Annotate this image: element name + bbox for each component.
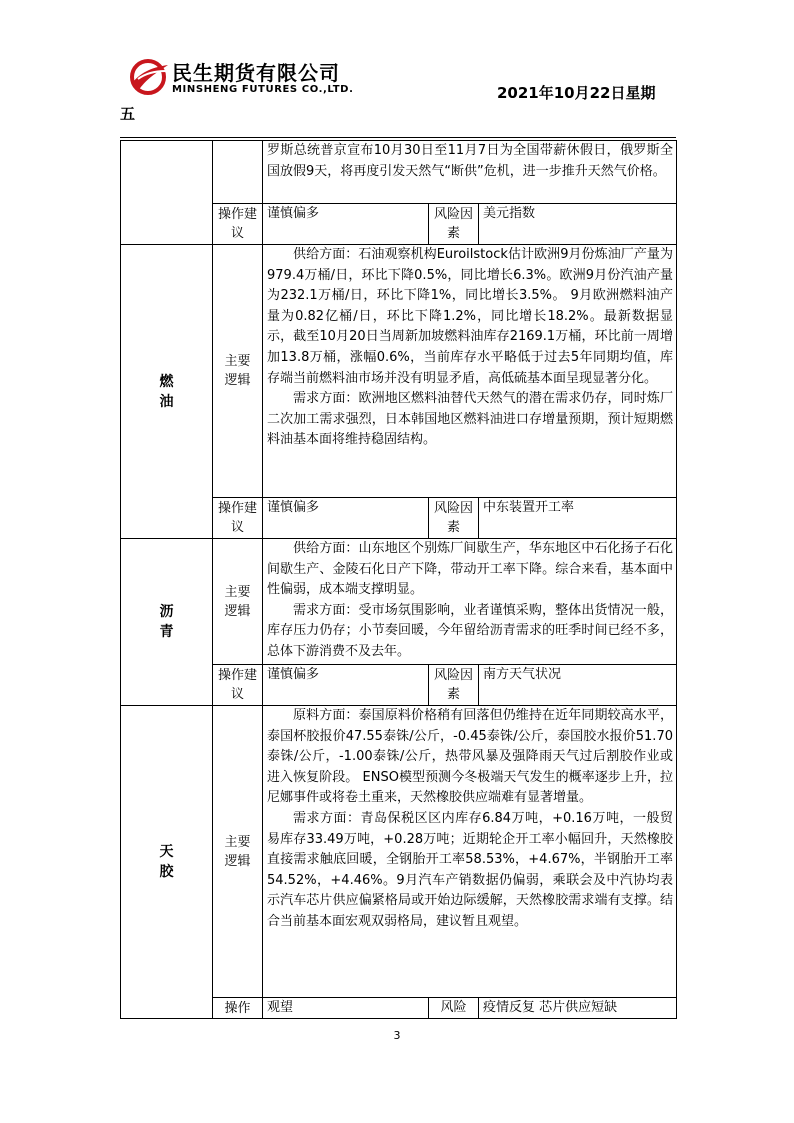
company-name-en: MINSHENG FUTURES CO.,LTD. [172,84,354,95]
fuel-logic-label: 主要逻辑 [213,245,263,498]
gas-logic-cell [263,141,677,204]
rubber-demand-paragraph: 需求方面：青岛保税区区内库存6.84万吨，+0.16万吨，一般贸易库存33.49万吨，+0.28万吨；近期轮企开工率小幅回升，天然橡胶直接需求触底回暖，全钢胎开工率58.53%，+4.67%，半钢胎开工率54.52%，+4.46%。9月汽车产销数据仍偏弱，乘联会及中汽协均表示汽车芯片供应偏紧格局或开始边际缓解，天然橡胶需求端有支撑。结合当前基本面宏观双弱格局，建议暂且观望。 [267,810,673,929]
fuel-operation-value: 谨慎偏多 [263,498,429,539]
page-number: 3 [393,1029,401,1042]
fuel-logic-row [121,245,677,498]
header-divider [120,137,676,138]
rubber-operation-value: 观望 [263,998,429,1019]
report-date: 2021年10月22日星期 [497,84,656,102]
asphalt-logic-row [121,539,677,665]
gas-sub-cell [213,141,263,204]
report-date-weekday: 五 [120,105,136,123]
fuel-demand-paragraph: 需求方面：欧洲地区燃料油替代天然气的潜在需求仍存，同时炼厂二次加工需求强烈，日本韩国地区燃料油进口存增量预期，预计短期燃料油基本面将维持稳固结构。 [267,391,673,448]
fuel-supply-paragraph: 供给方面：石油观察机构Euroilstock估计欧洲9月份炼油厂产量为979.4万桶/日，环比下降0.5%，同比增长6.3%。欧洲9月份汽油产量为232.1万桶/日，环比下降1%，同比增长3.5%。 9月欧洲燃料油产量为0.82亿桶/日，环比下降1.2%，同比增长18.2%。最新数据显示，截至10月20日当周新加坡燃料油库存2169.1万桶，环比前一周增加13.8万桶，涨幅0.6%，当前库存水平略低于过去5年同期均值，库存端当前燃料油市场并没有明显矛盾，高低硫基本面呈现显著分化。 [267,247,673,386]
commodity-table [120,140,677,1019]
fuel-risk-label: 风险因素 [429,498,479,539]
gas-risk-value: 美元指数 [479,204,677,245]
asphalt-supply-paragraph: 供给方面：山东地区个别炼厂间歇生产，华东地区中石化扬子石化间歇生产、金陵石化日产下降，带动开工率下降。综合来看，基本面中性偏弱，成本端支撑明显。 [267,541,673,598]
rubber-raw-material-paragraph: 原料方面：泰国原料价格稍有回落但仍维持在近年同期较高水平，泰国杯胶报价47.55泰铢/公斤，-0.45泰铢/公斤，泰国胶水报价51.70泰铢/公斤，-1.00泰铢/公斤，热带风暴及强降雨天气过后割胶作业或进入恢复阶段。 ENSO模型预测今冬极端天气发生的概率逐步上升，拉尼娜事件或将卷土重来，天然橡胶供应端难有显著增量。 [267,708,673,806]
rubber-logic-label: 主要逻辑 [213,706,263,998]
gas-operation-label: 操作建议 [213,204,263,245]
gas-category-cell [121,141,213,245]
rubber-risk-value: 疫情反复 芯片供应短缺 [479,998,677,1019]
rubber-risk-label: 风险 [429,998,479,1019]
rubber-category: 天胶 [121,706,213,1019]
asphalt-operation-label: 操作建议 [213,665,263,706]
gas-operation-value: 谨慎偏多 [263,204,429,245]
gas-logic-text: 罗斯总统普京宣布10月30日至11月7日为全国带薪休假日，俄罗斯全国放假9天，将再度引发天然气“断供”危机，进一步推升天然气价格。 [267,143,673,179]
company-logo [128,57,368,101]
fuel-logic-cell [263,245,677,498]
asphalt-logic-cell [263,539,677,665]
asphalt-logic-label: 主要逻辑 [213,539,263,665]
rubber-logic-row [121,706,677,998]
asphalt-category: 沥青 [121,539,213,706]
asphalt-operation-value: 谨慎偏多 [263,665,429,706]
fuel-risk-value: 中东装置开工率 [479,498,677,539]
fuel-operation-label: 操作建议 [213,498,263,539]
minsheng-swoosh-logo-icon [128,57,170,97]
gas-logic-row [121,141,677,204]
gas-risk-label: 风险因素 [429,204,479,245]
rubber-logic-cell [263,706,677,998]
asphalt-demand-paragraph: 需求方面：受市场氛围影响，业者谨慎采购，整体出货情况一般，库存压力仍存；小节奏回暖，今年留给沥青需求的旺季时间已经不多，总体下游消费不及去年。 [267,602,673,659]
rubber-operation-label: 操作 [213,998,263,1019]
asphalt-risk-value: 南方天气状况 [479,665,677,706]
asphalt-risk-label: 风险因素 [429,665,479,706]
company-name-cn: 民生期货有限公司 [172,61,340,85]
fuel-oil-category: 燃油 [121,245,213,539]
